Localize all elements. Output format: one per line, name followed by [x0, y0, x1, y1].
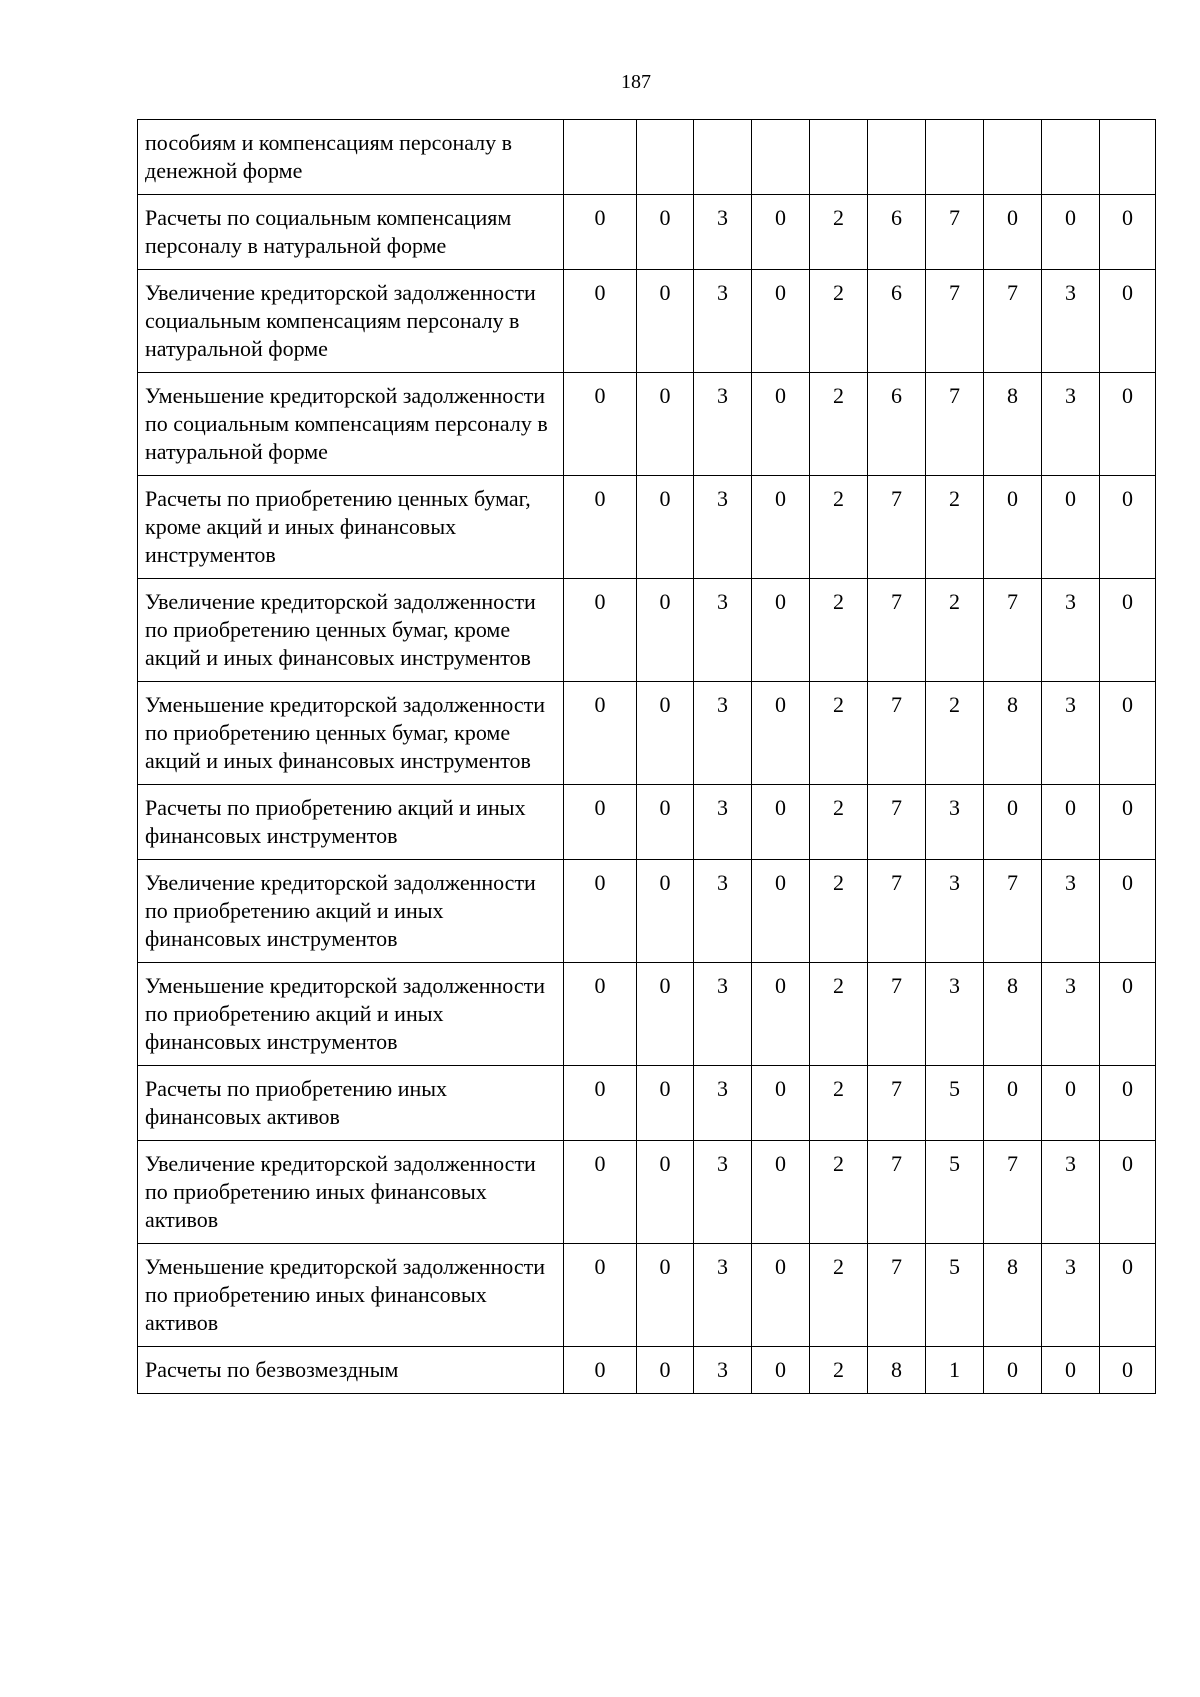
- code-digit-cell: 0: [564, 963, 637, 1066]
- code-digit-cell: 2: [810, 963, 868, 1066]
- code-digit-cell: 7: [868, 963, 926, 1066]
- code-digit-cell: 3: [694, 785, 752, 860]
- code-digit-cell: 0: [1100, 682, 1156, 785]
- code-digit-cell: 0: [564, 860, 637, 963]
- code-digit-cell: 0: [1100, 476, 1156, 579]
- code-digit-cell: 0: [637, 682, 694, 785]
- code-digit-cell: 3: [926, 785, 984, 860]
- code-digit-cell: 2: [810, 195, 868, 270]
- code-digit-cell: 3: [1042, 682, 1100, 785]
- code-digit-cell: 3: [1042, 1244, 1100, 1347]
- code-digit-cell: 2: [810, 270, 868, 373]
- code-digit-cell: 8: [984, 682, 1042, 785]
- code-digit-cell: [564, 120, 637, 195]
- row-label: Увеличение кредиторской задолженности по приобретению акций и иных финансовых инструментов: [138, 860, 564, 963]
- code-digit-cell: 8: [868, 1347, 926, 1394]
- table-row: [138, 1244, 1156, 1347]
- code-digit-cell: 0: [637, 1347, 694, 1394]
- row-label: Расчеты по приобретению иных финансовых активов: [138, 1066, 564, 1141]
- code-digit-cell: 7: [868, 579, 926, 682]
- code-digit-cell: 3: [694, 1347, 752, 1394]
- row-label: Увеличение кредиторской задолженности по приобретению ценных бумаг, кроме акций и иных финансовых инструментов: [138, 579, 564, 682]
- code-digit-cell: 2: [810, 1347, 868, 1394]
- code-digit-cell: 8: [984, 963, 1042, 1066]
- code-digit-cell: 0: [564, 195, 637, 270]
- code-digit-cell: 0: [752, 785, 810, 860]
- code-digit-cell: 0: [1100, 579, 1156, 682]
- code-digit-cell: 0: [984, 1347, 1042, 1394]
- code-digit-cell: 3: [1042, 373, 1100, 476]
- code-digit-cell: 0: [564, 682, 637, 785]
- code-digit-cell: [694, 120, 752, 195]
- code-digit-cell: 0: [637, 579, 694, 682]
- table-row: [138, 963, 1156, 1066]
- code-digit-cell: 0: [637, 1066, 694, 1141]
- table-row: [138, 120, 1156, 195]
- code-digit-cell: 3: [694, 579, 752, 682]
- code-digit-cell: 7: [868, 476, 926, 579]
- code-digit-cell: 0: [752, 373, 810, 476]
- row-label: Уменьшение кредиторской задолженности по социальным компенсациям персоналу в натуральной форме: [138, 373, 564, 476]
- code-digit-cell: 3: [694, 373, 752, 476]
- code-digit-cell: 3: [694, 476, 752, 579]
- code-digit-cell: 0: [637, 373, 694, 476]
- code-digit-cell: 2: [810, 785, 868, 860]
- table-row: [138, 195, 1156, 270]
- code-digit-cell: 0: [752, 1347, 810, 1394]
- code-digit-cell: 7: [984, 1141, 1042, 1244]
- code-digit-cell: 0: [564, 1244, 637, 1347]
- code-digit-cell: 0: [752, 1141, 810, 1244]
- code-digit-cell: 2: [926, 682, 984, 785]
- code-digit-cell: 2: [810, 373, 868, 476]
- code-digit-cell: 5: [926, 1141, 984, 1244]
- code-digit-cell: 0: [1042, 195, 1100, 270]
- code-digit-cell: 0: [1100, 1347, 1156, 1394]
- code-digit-cell: 3: [694, 1066, 752, 1141]
- table-row: [138, 579, 1156, 682]
- code-digit-cell: 3: [694, 682, 752, 785]
- code-digit-cell: 3: [694, 195, 752, 270]
- code-digit-cell: 0: [637, 1141, 694, 1244]
- code-digit-cell: 7: [926, 270, 984, 373]
- table-row: [138, 785, 1156, 860]
- code-digit-cell: 0: [1100, 1141, 1156, 1244]
- code-digit-cell: 0: [1100, 373, 1156, 476]
- code-digit-cell: 8: [984, 373, 1042, 476]
- code-digit-cell: [926, 120, 984, 195]
- code-digit-cell: 0: [637, 195, 694, 270]
- code-digit-cell: 2: [810, 682, 868, 785]
- table-row: [138, 476, 1156, 579]
- code-digit-cell: 7: [868, 682, 926, 785]
- code-digit-cell: 3: [926, 963, 984, 1066]
- code-digit-cell: 0: [564, 785, 637, 860]
- code-digit-cell: [637, 120, 694, 195]
- code-digit-cell: 0: [637, 476, 694, 579]
- code-digit-cell: 0: [752, 1244, 810, 1347]
- code-digit-cell: [752, 120, 810, 195]
- code-digit-cell: 3: [694, 1244, 752, 1347]
- table-row: [138, 682, 1156, 785]
- row-label: Расчеты по приобретению акций и иных финансовых инструментов: [138, 785, 564, 860]
- table-body: [138, 120, 1156, 1394]
- row-label: Расчеты по безвозмездным: [138, 1347, 564, 1394]
- code-digit-cell: 7: [868, 785, 926, 860]
- code-digit-cell: 2: [810, 860, 868, 963]
- code-digit-cell: 5: [926, 1066, 984, 1141]
- code-digit-cell: 0: [1100, 195, 1156, 270]
- code-digit-cell: 5: [926, 1244, 984, 1347]
- code-digit-cell: 7: [984, 270, 1042, 373]
- code-digit-cell: 7: [926, 373, 984, 476]
- code-digit-cell: 3: [1042, 1141, 1100, 1244]
- code-digit-cell: 2: [810, 1141, 868, 1244]
- code-digit-cell: 0: [1042, 785, 1100, 860]
- code-digit-cell: 0: [564, 1066, 637, 1141]
- code-digit-cell: 2: [810, 1244, 868, 1347]
- code-digit-cell: 0: [1100, 963, 1156, 1066]
- code-digit-cell: 0: [752, 963, 810, 1066]
- code-digit-cell: 0: [637, 963, 694, 1066]
- code-digit-cell: 3: [1042, 270, 1100, 373]
- code-digit-cell: [868, 120, 926, 195]
- code-digit-cell: 7: [926, 195, 984, 270]
- code-digit-cell: 0: [564, 270, 637, 373]
- code-digit-cell: 0: [752, 195, 810, 270]
- code-digit-cell: 0: [752, 270, 810, 373]
- code-digit-cell: 0: [1100, 860, 1156, 963]
- code-digit-cell: [1042, 120, 1100, 195]
- row-label: Увеличение кредиторской задолженности по приобретению иных финансовых активов: [138, 1141, 564, 1244]
- code-digit-cell: 0: [1100, 785, 1156, 860]
- code-digit-cell: 0: [752, 1066, 810, 1141]
- row-label: пособиям и компенсациям персоналу в денежной форме: [138, 120, 564, 195]
- code-digit-cell: 6: [868, 195, 926, 270]
- table-row: [138, 1066, 1156, 1141]
- code-digit-cell: 7: [868, 1141, 926, 1244]
- code-digit-cell: 3: [926, 860, 984, 963]
- code-digit-cell: 0: [1042, 476, 1100, 579]
- row-label: Уменьшение кредиторской задолженности по приобретению акций и иных финансовых инструментов: [138, 963, 564, 1066]
- code-digit-cell: 0: [752, 476, 810, 579]
- code-digit-cell: 2: [810, 1066, 868, 1141]
- code-digit-cell: 0: [564, 579, 637, 682]
- code-digit-cell: 2: [810, 579, 868, 682]
- code-digit-cell: 0: [1042, 1066, 1100, 1141]
- code-digit-cell: 0: [564, 476, 637, 579]
- code-digit-cell: 2: [926, 579, 984, 682]
- code-digit-cell: [984, 120, 1042, 195]
- code-digit-cell: 0: [984, 785, 1042, 860]
- row-label: Уменьшение кредиторской задолженности по приобретению ценных бумаг, кроме акций и иных финансовых инструментов: [138, 682, 564, 785]
- code-digit-cell: 7: [868, 1244, 926, 1347]
- code-digit-cell: 0: [564, 1347, 637, 1394]
- code-digit-cell: 0: [984, 1066, 1042, 1141]
- code-digit-cell: 0: [752, 579, 810, 682]
- code-digit-cell: 3: [694, 860, 752, 963]
- table-row: [138, 860, 1156, 963]
- code-digit-cell: 6: [868, 373, 926, 476]
- code-digit-cell: 0: [564, 1141, 637, 1244]
- code-digit-cell: 0: [752, 860, 810, 963]
- code-digit-cell: 0: [637, 860, 694, 963]
- code-digit-cell: 3: [694, 963, 752, 1066]
- row-label: Расчеты по социальным компенсациям персоналу в натуральной форме: [138, 195, 564, 270]
- code-digit-cell: 3: [1042, 579, 1100, 682]
- code-digit-cell: [810, 120, 868, 195]
- table-row: [138, 373, 1156, 476]
- code-digit-cell: 3: [1042, 860, 1100, 963]
- code-digit-cell: 2: [810, 476, 868, 579]
- row-label: Расчеты по приобретению ценных бумаг, кроме акций и иных финансовых инструментов: [138, 476, 564, 579]
- code-digit-cell: [1100, 120, 1156, 195]
- code-digit-cell: 7: [868, 860, 926, 963]
- code-digit-cell: 3: [1042, 963, 1100, 1066]
- row-label: Увеличение кредиторской задолженности социальным компенсациям персоналу в натуральной форме: [138, 270, 564, 373]
- code-digit-cell: 0: [637, 270, 694, 373]
- code-digit-cell: 0: [1100, 1244, 1156, 1347]
- code-digit-cell: 8: [984, 1244, 1042, 1347]
- code-digit-cell: 0: [564, 373, 637, 476]
- code-digit-cell: 0: [984, 195, 1042, 270]
- code-digit-cell: 3: [694, 270, 752, 373]
- row-label: Уменьшение кредиторской задолженности по приобретению иных финансовых активов: [138, 1244, 564, 1347]
- table-row: [138, 1347, 1156, 1394]
- code-digit-cell: 1: [926, 1347, 984, 1394]
- code-digit-cell: 7: [868, 1066, 926, 1141]
- code-digit-cell: 2: [926, 476, 984, 579]
- code-digit-cell: 0: [1042, 1347, 1100, 1394]
- code-digit-cell: 6: [868, 270, 926, 373]
- code-digit-cell: 7: [984, 860, 1042, 963]
- code-digit-cell: 0: [984, 476, 1042, 579]
- code-digit-cell: 0: [1100, 1066, 1156, 1141]
- table-row: [138, 1141, 1156, 1244]
- code-digit-cell: 3: [694, 1141, 752, 1244]
- code-digit-cell: 7: [984, 579, 1042, 682]
- account-codes-table: [137, 119, 1156, 1394]
- code-digit-cell: 0: [637, 1244, 694, 1347]
- page-number: 187: [621, 71, 651, 93]
- code-digit-cell: 0: [752, 682, 810, 785]
- table-row: [138, 270, 1156, 373]
- code-digit-cell: 0: [637, 785, 694, 860]
- code-digit-cell: 0: [1100, 270, 1156, 373]
